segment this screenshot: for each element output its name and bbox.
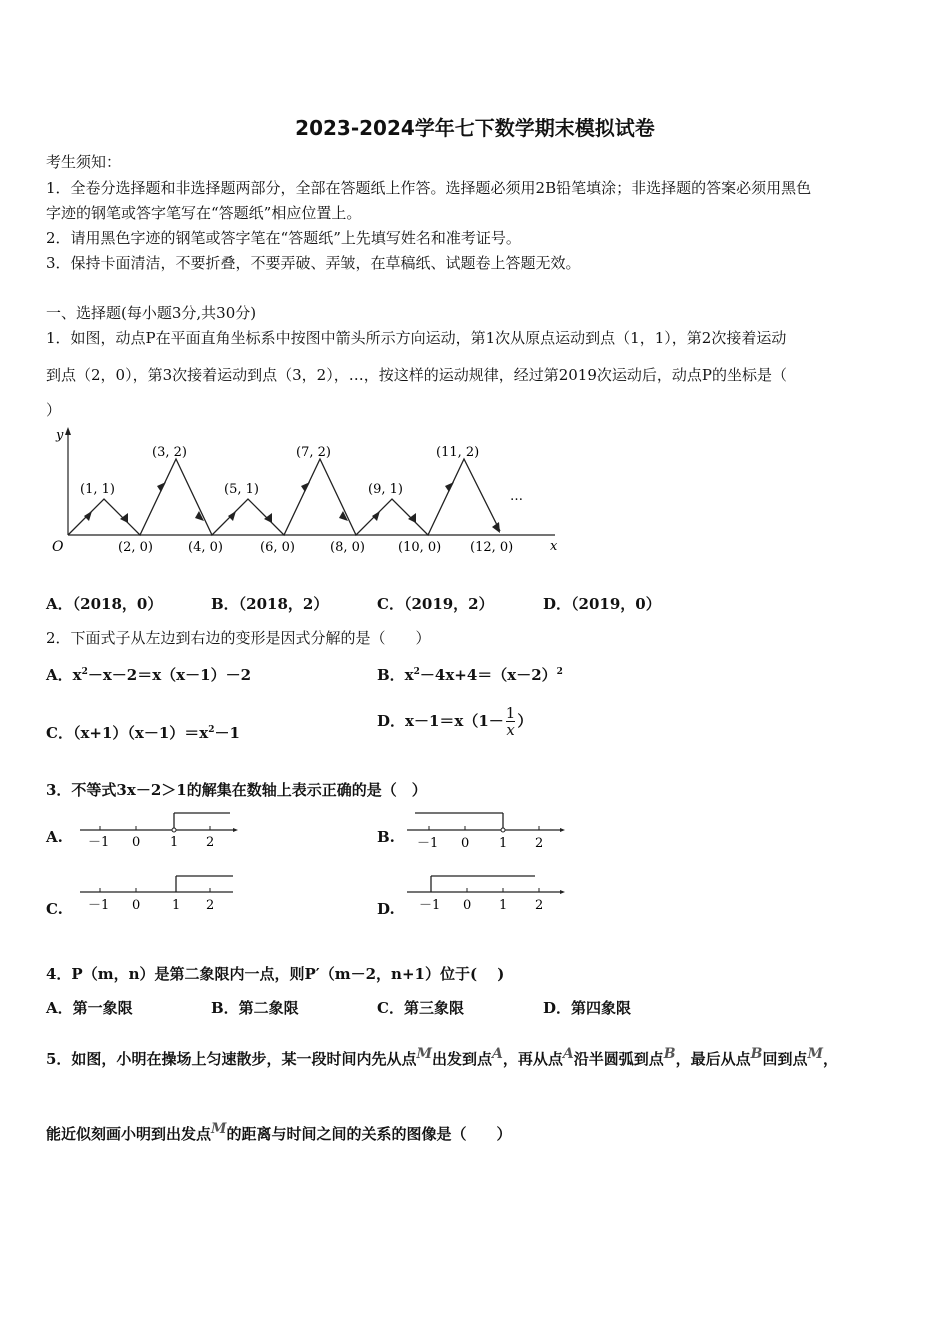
svg-text:－1: －1	[88, 835, 110, 850]
bottom-label-1: (2, 0)	[118, 540, 153, 555]
number-line-d	[405, 872, 570, 914]
number-line-c	[78, 872, 243, 914]
svg-text:0: 0	[461, 836, 470, 851]
q1-line3: ）	[46, 401, 62, 419]
q1-option-d: D．（2019，0）	[543, 595, 661, 613]
q5-line1: 5．如图，小明在操场上匀速散步，某一段时间内先从点M出发到点A，再从点A沿半圆弧到点B，最后从点B回到点M，	[46, 1046, 838, 1068]
number-line-a	[78, 810, 243, 852]
number-line-b	[405, 810, 570, 852]
arrow-9	[372, 511, 380, 521]
q4-option-b: B．第二象限	[211, 999, 299, 1017]
arrow-10	[408, 513, 416, 523]
arrow-7	[301, 482, 310, 492]
peak-label-5: (9, 1)	[368, 482, 403, 497]
q3-stem: 3．不等式3x－2＞1的解集在数轴上表示正确的是（ ）	[46, 781, 427, 799]
peak-label-2: (3, 2)	[152, 445, 187, 460]
bottom-label-2: (4, 0)	[188, 540, 223, 555]
q4-option-c: C．第三象限	[377, 999, 464, 1017]
svg-text:－1: －1	[417, 836, 439, 851]
peak-label-4: (7, 2)	[296, 445, 331, 460]
notice-heading: 考生须知：	[46, 153, 122, 171]
arrow-2	[120, 513, 128, 523]
svg-text:－1: －1	[419, 898, 441, 913]
arrow-5	[228, 511, 236, 521]
q2-option-a: A．$x^2-x-2=x(x-1)-2$	[46, 666, 251, 684]
q4-option-a: A．第一象限	[46, 999, 133, 1017]
bottom-label-3: (6, 0)	[260, 540, 295, 555]
svg-text:2: 2	[206, 835, 215, 850]
q1-option-a: A．（2018，0）	[46, 595, 163, 613]
peak-label-3: (5, 1)	[224, 482, 259, 497]
q1-line2: 到点（2，0），第3次接着运动到点（3，2），…，按这样的运动规律，经过第2019次运动后，动点P的坐标是（	[46, 366, 787, 384]
svg-text:0: 0	[132, 835, 141, 850]
svg-text:1: 1	[499, 898, 508, 913]
q2-option-c: C．$(x+1)(x-1)=x^2-1$	[46, 724, 240, 742]
q1-option-c: C．（2019，2）	[377, 595, 494, 613]
notice-item-1a: 1．全卷分选择题和非选择题两部分，全部在答题纸上作答。选择题必须用2B铅笔填涂；非选择题的答案必须用黑色	[46, 179, 812, 197]
arrow-3	[157, 482, 166, 492]
q1-option-b: B．（2018，2）	[211, 595, 329, 613]
zigzag-path	[68, 459, 500, 535]
svg-text:0: 0	[463, 898, 472, 913]
ellipsis-label: …	[510, 489, 523, 504]
svg-text:1: 1	[170, 835, 179, 850]
svg-text:2: 2	[535, 898, 544, 913]
y-axis-label: y	[56, 428, 64, 443]
q2-option-b: B．$x^2-4x+4=(x-2)^2$	[377, 666, 563, 684]
svg-text:1: 1	[499, 836, 508, 851]
notice-item-3: 3．保持卡面清洁，不要折叠，不要弄破、弄皱，在草稿纸、试题卷上答题无效。	[46, 254, 581, 272]
svg-text:0: 0	[132, 898, 141, 913]
page-title: 2023-2024学年七下数学期末模拟试卷	[295, 116, 655, 140]
arrow-1	[84, 511, 92, 521]
x-axis-label: x	[550, 539, 558, 554]
q3-label-c: C.	[46, 900, 63, 918]
svg-text:1: 1	[172, 898, 181, 913]
y-axis-arrow	[65, 427, 71, 435]
svg-text:2: 2	[206, 898, 215, 913]
bottom-label-4: (8, 0)	[330, 540, 365, 555]
q3-label-d: D.	[377, 900, 395, 918]
origin-label: O	[52, 539, 64, 555]
fraction-1-over-x: $\frac{1}{x}$	[505, 703, 516, 739]
q1-line1: 1．如图，动点P在平面直角坐标系中按图中箭头所示方向运动，第1次从原点运动到点（1，1），第2次接着运动	[46, 329, 787, 347]
q3-label-b: B.	[377, 828, 395, 846]
notice-item-1b: 字迹的钢笔或答字笔写在“答题纸”相应位置上。	[46, 204, 362, 222]
svg-text:2: 2	[535, 836, 544, 851]
q4-option-d: D．第四象限	[543, 999, 632, 1017]
bottom-label-6: (12, 0)	[470, 540, 514, 555]
bottom-label-5: (10, 0)	[398, 540, 442, 555]
section-heading: 一、选择题(每小题3分,共30分)	[46, 304, 257, 322]
q2-option-d: D．x－1＝x（1－ $\frac{1}{x}$ ）	[377, 703, 533, 739]
peak-label-6: (11, 2)	[436, 445, 480, 460]
svg-text:－1: －1	[88, 898, 110, 913]
arrow-11	[445, 482, 454, 492]
q3-label-a: A.	[46, 828, 63, 846]
arrow-6	[264, 513, 272, 523]
q4-stem: 4．P（m，n）是第二象限内一点，则P′（m－2，n+1）位于( )	[46, 965, 505, 983]
q1-zigzag-graph	[40, 425, 570, 560]
q2-stem: 2．下面式子从左边到右边的变形是因式分解的是（ ）	[46, 629, 431, 647]
peak-label-1: (1, 1)	[80, 482, 115, 497]
q5-line2: 能近似刻画小明到出发点M的距离与时间之间的关系的图像是（ ）	[46, 1121, 512, 1143]
notice-item-2: 2．请用黑色字迹的钢笔或答字笔在“答题纸”上先填写姓名和准考证号。	[46, 229, 521, 247]
